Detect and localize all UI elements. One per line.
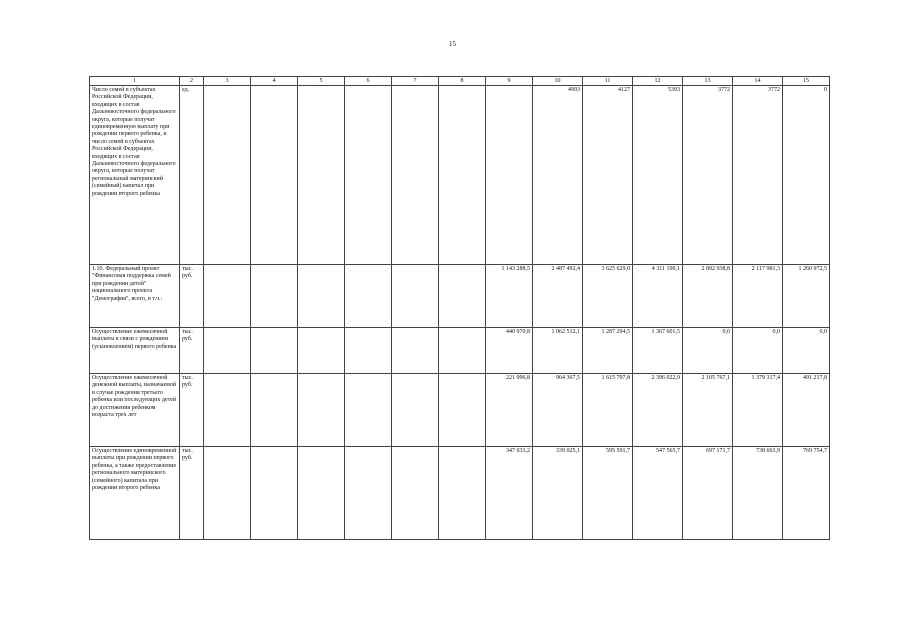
value-cell: 3772 (733, 86, 783, 265)
value-cell (392, 265, 439, 328)
value-cell: 1 379 317,4 (733, 374, 783, 447)
row-unit: тыс. руб. (180, 447, 204, 540)
value-cell: 4 311 190,1 (633, 265, 683, 328)
value-cell (345, 447, 392, 540)
value-cell: 1 615 797,8 (583, 374, 633, 447)
value-cell (392, 328, 439, 374)
value-cell (204, 374, 251, 447)
indicator-table (89, 76, 830, 540)
value-cell (251, 328, 298, 374)
value-cell: 2 892 938,8 (683, 265, 733, 328)
value-cell (345, 328, 392, 374)
column-number: 5 (298, 77, 345, 86)
value-cell (204, 328, 251, 374)
value-cell (486, 86, 533, 265)
table-row (90, 374, 830, 447)
value-cell: 0,0 (733, 328, 783, 374)
row-name: Число семей в субъектах Российской Федерации, входящих в состав Дальневосточного федерального округа, которые получат единовременную выплату при рождении первого ребенка, и число семей в субъектах Российской Федерации, входящих в состав Дальневосточного федерального округа, которые получат региональный материнский (семейный) капитал при рождении второго ребенка (90, 86, 180, 265)
column-number: 4 (251, 77, 298, 86)
value-cell (345, 374, 392, 447)
value-cell (298, 328, 345, 374)
value-cell: 3772 (683, 86, 733, 265)
value-cell (439, 374, 486, 447)
value-cell: 769 754,7 (783, 447, 830, 540)
row-unit: ед. (180, 86, 204, 265)
column-number: 8 (439, 77, 486, 86)
value-cell: 2 396 022,9 (633, 374, 683, 447)
value-cell: 339 025,1 (533, 447, 583, 540)
value-cell (298, 447, 345, 540)
table-row (90, 447, 830, 540)
column-number: 9 (486, 77, 533, 86)
value-cell: 547 565,7 (633, 447, 683, 540)
value-cell: 0 (783, 86, 830, 265)
value-cell (298, 374, 345, 447)
value-cell (204, 447, 251, 540)
table-row (90, 86, 830, 265)
row-unit: тыс. руб. (180, 328, 204, 374)
value-cell (439, 86, 486, 265)
column-number: 10 (533, 77, 583, 86)
column-number: 3 (204, 77, 251, 86)
value-cell: 2 487 492,4 (533, 265, 583, 328)
value-cell: 697 171,7 (683, 447, 733, 540)
column-number: 6 (345, 77, 392, 86)
value-cell (392, 86, 439, 265)
value-cell: 491 217,8 (783, 374, 830, 447)
value-cell: 1 143 288,5 (486, 265, 533, 328)
value-cell (439, 265, 486, 328)
column-number: 14 (733, 77, 783, 86)
row-unit: тыс. руб. (180, 265, 204, 328)
value-cell (251, 265, 298, 328)
value-cell (392, 447, 439, 540)
value-cell (251, 447, 298, 540)
value-cell (298, 265, 345, 328)
column-number: 7 (392, 77, 439, 86)
row-name: Осуществление ежемесячной денежной выплаты, назначаемой в случае рождения третьего ребенка или последующих детей до достижения ребенком возраста трех лет (90, 374, 180, 447)
value-cell (298, 86, 345, 265)
value-cell: 2 117 981,3 (733, 265, 783, 328)
row-name: Осуществление ежемесячной выплаты в связи с рождением (усыновлением) первого ребенка (90, 328, 180, 374)
value-cell: 0,0 (783, 328, 830, 374)
value-cell (345, 265, 392, 328)
value-cell (204, 265, 251, 328)
value-cell: 1 260 972,5 (783, 265, 830, 328)
value-cell: 440 970,8 (486, 328, 533, 374)
value-cell: 964 367,5 (533, 374, 583, 447)
value-cell (204, 86, 251, 265)
value-cell (345, 86, 392, 265)
row-name: Осуществление единовременной выплаты при рождении первого ребенка, а также предоставление регионального материнского (семейного) капитала при рождении второго ребенка (90, 447, 180, 540)
table-row (90, 265, 830, 328)
value-cell (392, 374, 439, 447)
page-number: 15 (449, 40, 456, 48)
value-cell: 1 062 512,1 (533, 328, 583, 374)
value-cell (251, 86, 298, 265)
table-row (90, 328, 830, 374)
row-unit: тыс. руб. (180, 374, 204, 447)
value-cell: 0,0 (683, 328, 733, 374)
value-cell: 3 625 629,0 (583, 265, 633, 328)
column-number: 15 (783, 77, 830, 86)
column-number: 1 (90, 77, 180, 86)
value-cell: 2 105 767,1 (683, 374, 733, 447)
column-number-row (90, 77, 830, 86)
value-cell: 1 367 601,5 (633, 328, 683, 374)
column-number: 11 (583, 77, 633, 86)
value-cell: 347 033,2 (486, 447, 533, 540)
value-cell: 595 591,7 (583, 447, 633, 540)
value-cell: 4993 (533, 86, 583, 265)
value-cell: 738 663,9 (733, 447, 783, 540)
value-cell (439, 328, 486, 374)
column-number: 12 (633, 77, 683, 86)
value-cell: 4127 (583, 86, 633, 265)
value-cell: 1 287 294,5 (583, 328, 633, 374)
value-cell: 221 996,8 (486, 374, 533, 447)
column-number: 13 (683, 77, 733, 86)
value-cell (251, 374, 298, 447)
row-name: 1.10. Федеральный проект "Финансовая поддержка семей при рождении детей" национального проекта "Демография", всего, в т.ч.: (90, 265, 180, 328)
column-number: 2 (180, 77, 204, 86)
value-cell (439, 447, 486, 540)
value-cell: 5393 (633, 86, 683, 265)
